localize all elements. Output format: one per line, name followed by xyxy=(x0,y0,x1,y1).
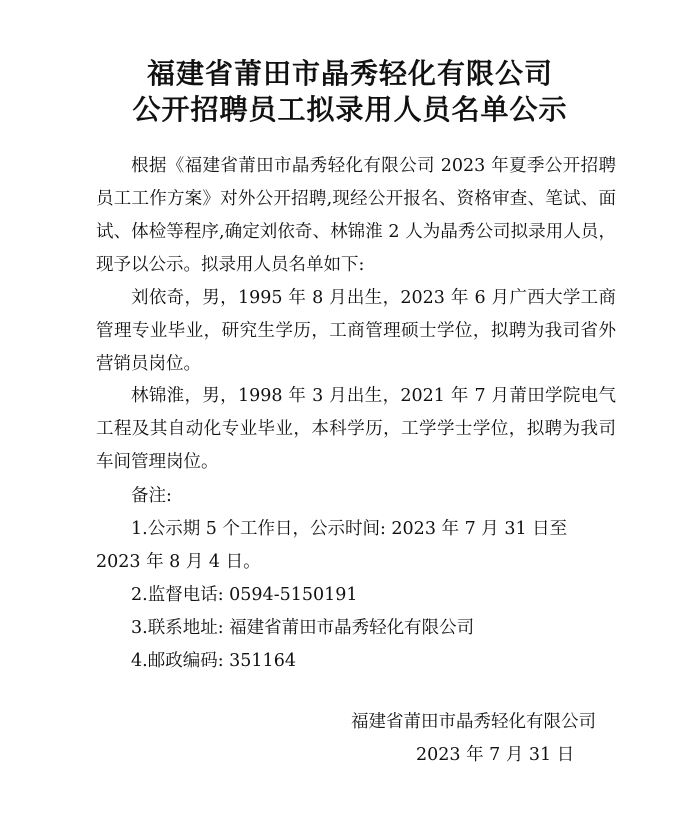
signature-date: 2023 年 7 月 31 日 xyxy=(416,745,575,765)
intro-block xyxy=(96,150,616,282)
note-item-period: 1.公示期 5 个工作日，公示时间: 2023 年 7 月 31 日至 2023 年 8 月 4 日。 xyxy=(96,519,568,572)
candidate1-block xyxy=(96,282,616,381)
candidate2-paragraph: 林锦淮，男，1998 年 3 月出生，2021 年 7 月莆田学院电气工程及其自动化专业毕业，本科学历，工学学士学位，拟聘为我司车间管理岗位。 xyxy=(96,386,616,472)
document-title-line2: 公开招聘员工拟录用人员名单公示 xyxy=(132,93,568,126)
note-item-postcode: 4.邮政编码: 351164 xyxy=(131,651,296,671)
note-item-phone: 2.监督电话: 0594-5150191 xyxy=(131,585,358,605)
intro-paragraph: 根据《福建省莆田市晶秀轻化有限公司 2023 年夏季公开招聘员工工作方案》对外公开招聘,现经公开报名、资格审查、笔试、面试、体检等程序,确定刘依奇、林锦淮 2 人为晶秀公司拟录用人员，现予以公示。拟录用人员名单如下: xyxy=(96,156,616,275)
document-title-line1: 福建省莆田市晶秀轻化有限公司 xyxy=(146,57,553,90)
notes-section xyxy=(96,480,616,678)
candidate2-block xyxy=(96,380,616,479)
note-item-address: 3.联系地址: 福建省莆田市晶秀轻化有限公司 xyxy=(131,618,475,638)
candidate1-paragraph: 刘依奇，男，1995 年 8 月出生，2023 年 6 月广西大学工商管理专业毕业，研究生学历，工商管理硕士学位，拟聘为我司省外营销员岗位。 xyxy=(96,288,616,374)
notes-heading: 备注: xyxy=(131,486,172,506)
signature-organization: 福建省莆田市晶秀轻化有限公司 xyxy=(351,712,596,732)
